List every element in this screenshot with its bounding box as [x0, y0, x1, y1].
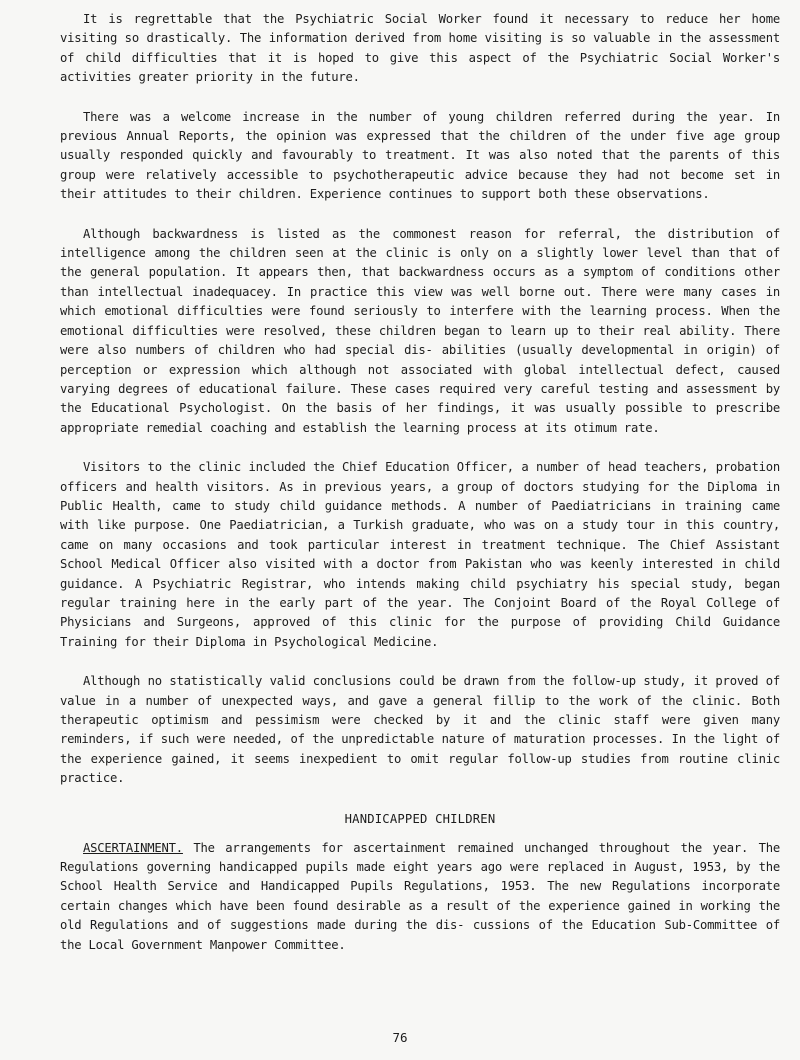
page-number: 76	[392, 1030, 408, 1045]
ascertainment-lead: ASCERTAINMENT.	[83, 840, 183, 855]
paragraph-young-children: There was a welcome increase in the number of young children referred during the year. In previous Annual Reports, the opinion was expressed that the children of the under five age group usually responded quickly and favourably to treatment. It was also noted that the parents of this group were relatively accessible to psychotherapeutic advice because they had not become set in their attitudes to their children. Experience continues to support both these observations.	[60, 109, 780, 202]
section-heading: HANDICAPPED CHILDREN	[344, 811, 496, 826]
paragraph-visitors: Visitors to the clinic included the Chief Education Officer, a number of head teachers, probation officers and health visitors. As in previous years, a group of doctors studying for the Diploma in Public Health, came to study child guidance methods. A number of Paediatricians in training came with like purpose. One Paediatrician, a Turkish graduate, who was on a study tour in this country, came on many occasions and took particular interest in treatment technique. The Chief Assistant School Medical Officer also visited with a doctor from Pakistan who was keenly interested in child guidance. A Psychiatric Registrar, who intends making child psychiatry his special study, began regular training here in the early part of the year. The Conjoint Board of the Royal College of Physicians and Surgeons, approved of this clinic for the purpose of providing Child Guidance Training for their Diploma in Psychological Medicine.	[60, 460, 780, 649]
paragraph-home-visiting: It is regrettable that the Psychiatric Social Worker found it necessary to reduce her home visiting so drastically. The information derived from home visiting is so valuable in the assessment of child difficulties that it is hoped to give this aspect of the Psychiatric Social Worker's activities greater priority in the future.	[60, 12, 780, 85]
paragraph-backwardness: Although backwardness is listed as the commonest reason for referral, the distribution of intelligence among the children seen at the clinic is only on a slightly lower level than that of the general population. It appears then, that backwardness occurs as a symptom of conditions other than intellectual inadequacey. In practice this view was well borne out. There were many cases in which emotional difficulties were found seriously to interfere with the learning process. When the emotional difficulties were resolved, these children began to learn up to their real ability. There were also numbers of children who had special dis- abilities (usually developmental in origin) of perception or expression which although not associated with global intellectual defect, caused varying degrees of educational failure. These cases required very careful testing and assessment by the Educational Psychologist. On the basis of her findings, it was usually possible to prescribe appropriate remedial coaching and establish the learning process at its otimum rate.	[60, 226, 780, 435]
paragraph-ascertainment	[60, 839, 780, 955]
paragraph-follow-up: Although no statistically valid conclusions could be drawn from the follow-up study, it proved of value in a number of unexpected ways, and gave a general fillip to the work of the clinic. Both therapeutic optimism and pessimism were checked by it and the clinic staff were given many reminders, if such were needed, of the unpredictable nature of maturation processes. In the light of the experience gained, it seems inexpedient to omit regular follow-up studies from routine clinic practice.	[60, 674, 780, 786]
ascertainment-text: The arrangements for ascertainment remained unchanged throughout the year. The Regulations governing handicapped pupils made eight years ago were replaced in August, 1953, by the School Health Service and Handicapped Pupils Regulations, 1953. The new Regulations incorporate certain changes which have been found desirable as a result of the experience gained in working the old Regulations and of suggestions made during the dis- cussions of the Education Sub-Committee of the Local Government Manpower Committee.	[60, 840, 780, 952]
document-page	[60, 10, 780, 955]
